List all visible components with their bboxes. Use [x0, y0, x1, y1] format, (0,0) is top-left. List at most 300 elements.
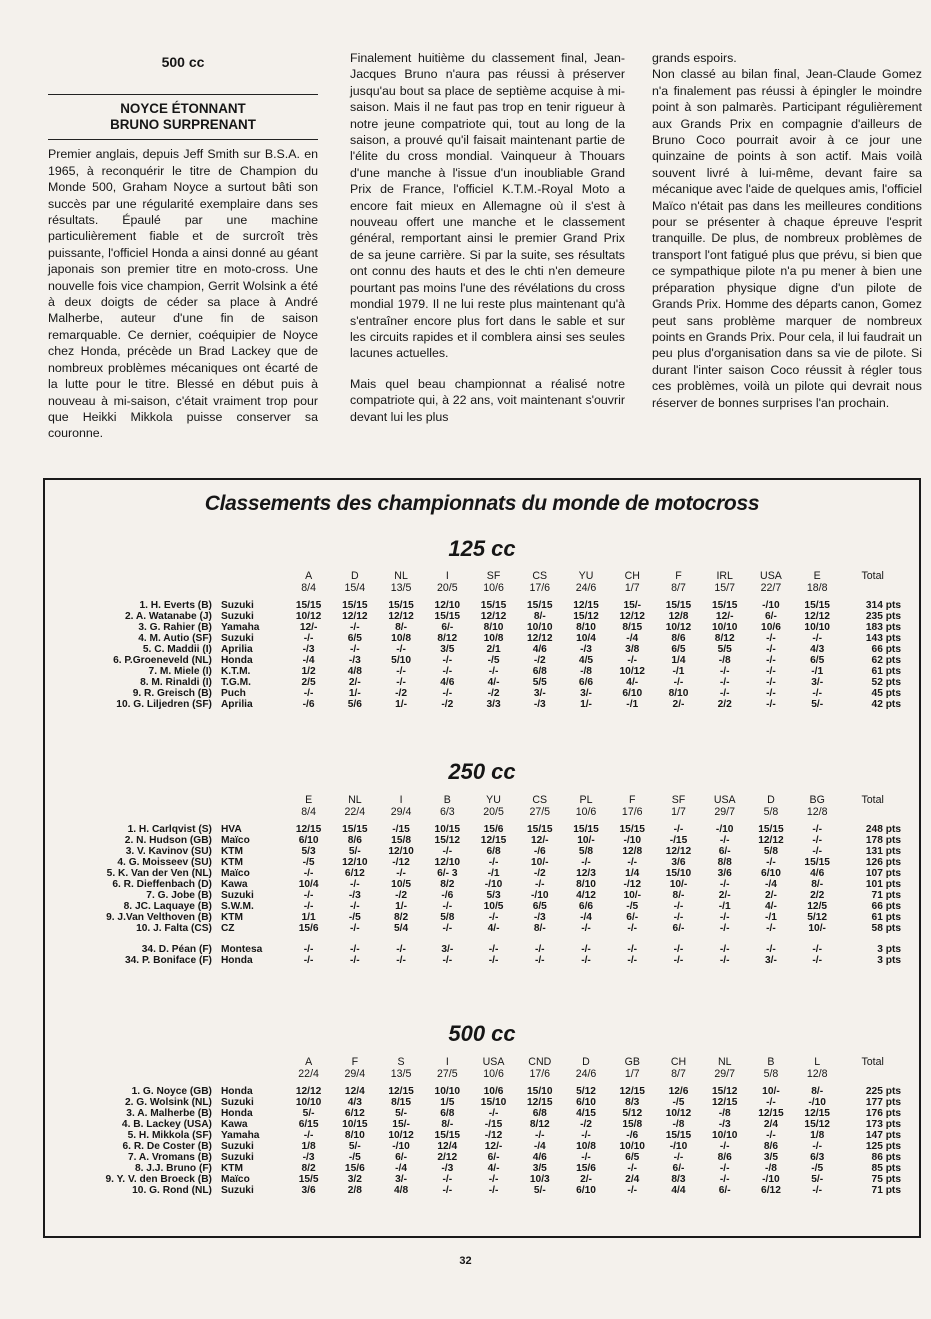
race-result: 10/12 [295, 611, 322, 622]
rider-make: Honda [220, 655, 253, 666]
race-result: 2/2 [810, 890, 825, 901]
race-result: -/8 [718, 1108, 731, 1119]
country-header: NL [348, 794, 362, 806]
date-header: 15/7 [714, 582, 736, 594]
race-result: 12/15 [804, 1108, 830, 1119]
country-header: YU [486, 794, 501, 806]
race-result: -/- [673, 677, 684, 688]
race-result: -/- [812, 955, 822, 966]
rider-name: 34. P. Boniface (F) [124, 955, 212, 966]
race-result: 6/10 [576, 1097, 596, 1108]
race-result: 12/12 [527, 633, 553, 644]
race-result: 5/12 [576, 1086, 596, 1097]
rider-name: 1. H. Carlqvist (S) [127, 824, 212, 835]
total-points: 86 pts [871, 1152, 901, 1163]
race-result: 8/- [672, 890, 685, 901]
header-blank [840, 806, 905, 824]
race-result: 6/- [672, 923, 685, 934]
race-result: -/- [766, 666, 776, 677]
date-header: 24/6 [575, 1068, 597, 1080]
race-result: -/- [766, 677, 776, 688]
country-header: E [305, 794, 313, 806]
race-result: 8/6 [763, 1141, 779, 1152]
race-result: 3/3 [486, 699, 501, 710]
race-result: -/1 [811, 666, 824, 677]
race-result: 10/- [762, 1086, 780, 1097]
race-result: -/12 [392, 857, 410, 868]
race-result: 6/8 [440, 1108, 455, 1119]
section-label: 500 cc [161, 54, 205, 70]
race-result: 8/10 [344, 1130, 365, 1141]
race-result: -/3 [580, 644, 592, 655]
race-result: 5/5 [532, 677, 547, 688]
race-result: -/- [442, 955, 453, 966]
race-result: 12/10 [434, 857, 461, 868]
total-points: 131 pts [865, 846, 901, 857]
race-result: 5/12 [622, 1108, 643, 1119]
race-result: -/3 [533, 699, 546, 710]
date-header: 13/5 [390, 1068, 412, 1080]
race-result: -/- [488, 1174, 499, 1185]
date-header: 22/4 [344, 806, 366, 818]
header-blank [65, 794, 221, 806]
rider-make: Suzuki [220, 633, 254, 644]
race-result: 8/15 [622, 622, 643, 633]
table-row [65, 1086, 905, 1097]
race-result: 10/3 [529, 1174, 550, 1185]
date-header: 22/4 [298, 1068, 319, 1080]
race-result: 1/8 [301, 1141, 316, 1152]
race-result: 3/5 [440, 644, 455, 655]
race-result: 12/15 [619, 1086, 645, 1097]
total-points: 62 pts [871, 655, 901, 666]
race-result: 5/- [533, 1185, 546, 1196]
rider-name: 8. J.J. Bruno (F) [134, 1163, 212, 1174]
table-row [65, 644, 905, 655]
country-header: USA [760, 570, 782, 582]
date-header: 5/8 [763, 806, 779, 818]
race-result: -/6 [302, 699, 315, 710]
race-result: 3/6 [301, 1185, 316, 1196]
rider-make: T.G.M. [220, 677, 251, 688]
race-result: -/- [350, 879, 360, 890]
race-result: -/4 [765, 879, 777, 890]
race-result: 2/8 [347, 1185, 362, 1196]
header-row-dates [65, 582, 905, 600]
total-points: 225 pts [865, 1086, 901, 1097]
race-result: -/- [350, 955, 360, 966]
race-result: -/- [673, 944, 684, 955]
race-result: 12/8 [668, 611, 689, 622]
race-result: -/- [396, 666, 406, 677]
race-result: 12/15 [711, 1097, 738, 1108]
race-result: -/- [812, 835, 822, 846]
race-result: -/- [303, 688, 314, 699]
race-result: 8/- [811, 1086, 824, 1097]
table-row [65, 944, 905, 955]
race-result: -/8 [718, 655, 731, 666]
race-result: 1/- [395, 901, 408, 912]
standings-table-250 [65, 794, 905, 966]
race-result: -/- [766, 699, 776, 710]
race-result: 6/5 [810, 655, 825, 666]
article-paragraph: Non classé au bilan final, Jean-Claude Gomez n'a finalement pas réussi à épingler le moindre point à son palmarès. Participant régulièrement aux Grands Prix en compagnie d'ailleurs de Bruno Coco pourrait avoir à ce jour une quinzaine de points à son actif. Mais voilà souvent livré à lui-même, devant faire sa mécanique avec l'aide de quelques amis, l'officiel Maïco n'était pas dans les meilleures conditions pour se présenter à chaque épreuve l'esprit tranquille. De plus, de nombreux problèmes de transport l'ont fatigué plus que prévu, si bien que ce sympathique pilote n'a pu mener à bien une préparation physique digne d'un pilote de Grands Prix. Homme des départs canon, Gomez peut sans problème marquer de nombreux points en Grands Prix. Pour cela, il lui faudrait un peu plus d'organisation dans sa vie de pilote. Si durant l'inter saison Coco réussit à régler tous ces problèmes, voilà un pilote qui devrait nous réserver de bonnes surprises l'an prochain. [652, 67, 922, 410]
race-result: -/- [673, 901, 684, 912]
table-row [65, 846, 905, 857]
race-result: -/- [442, 923, 453, 934]
race-result: 2/- [765, 890, 777, 901]
rider-name: 9. J.Van Velthoven (B) [106, 912, 212, 923]
total-points: 75 pts [871, 1174, 901, 1185]
race-result: -/- [719, 1163, 730, 1174]
race-result: -/15 [392, 824, 410, 835]
race-result: 15/- [623, 600, 642, 611]
headline-line-2: BRUNO SURPRENANT [110, 117, 256, 133]
race-result: -/5 [302, 857, 315, 868]
race-result: -/4 [302, 655, 315, 666]
total-points: 183 pts [865, 622, 901, 633]
race-result: 12/15 [295, 824, 322, 835]
rider-make: KTM [220, 1163, 244, 1174]
race-result: 6/- [395, 1152, 408, 1163]
rider-make: Maïco [220, 1174, 250, 1185]
race-result: 12/12 [295, 1086, 322, 1097]
table-row [65, 1097, 905, 1108]
rider-name: 3. A. Malherbe (B) [126, 1108, 212, 1119]
rider-name: 5. C. Maddii (I) [142, 644, 212, 655]
race-result: -/- [627, 857, 638, 868]
race-result: 6/12 [344, 1108, 365, 1119]
rider-name: 8. JC. Laquaye (B) [123, 901, 212, 912]
race-result: -/10 [669, 1141, 688, 1152]
country-header: A [305, 570, 313, 582]
race-result: -/10 [762, 600, 780, 611]
rider-make: KTM [220, 846, 244, 857]
race-result: -/- [303, 633, 314, 644]
race-result: 8/3 [625, 1097, 640, 1108]
country-header: IRL [716, 570, 733, 582]
race-result: -/- [581, 955, 591, 966]
race-result: -/- [812, 944, 822, 955]
race-result: 2/- [718, 890, 731, 901]
race-result: -/5 [348, 912, 361, 923]
header-blank [221, 570, 286, 582]
rider-name: 2. N. Hudson (GB) [124, 835, 212, 846]
date-header: 17/6 [529, 582, 551, 594]
race-result: -/- [488, 944, 499, 955]
table-row [65, 677, 905, 688]
race-result: 3/- [811, 677, 824, 688]
race-result: -/- [396, 677, 406, 688]
header-blank [840, 582, 905, 600]
race-result: 15/6 [483, 824, 504, 835]
race-result: 2/2 [717, 699, 732, 710]
race-result: 5/- [811, 699, 824, 710]
total-points: 52 pts [871, 677, 901, 688]
race-result: -/4 [395, 1163, 408, 1174]
race-result: -/3 [718, 1119, 731, 1130]
race-result: -/- [396, 868, 406, 879]
race-result: 15/15 [619, 824, 645, 835]
race-result: 3/- [441, 944, 454, 955]
date-header: 24/6 [575, 582, 597, 594]
date-header: 18/8 [806, 582, 828, 594]
race-result: 15/15 [295, 600, 322, 611]
date-header: 8/7 [671, 582, 686, 594]
race-result: 15/5 [298, 1174, 319, 1185]
race-result: 15/15 [527, 824, 553, 835]
race-result: -/2 [395, 688, 408, 699]
date-header: 12/8 [806, 806, 828, 818]
race-result: -/- [488, 955, 499, 966]
header-row-countries [65, 1056, 905, 1068]
race-result: 10/12 [619, 666, 645, 677]
total-points: 101 pts [865, 879, 901, 890]
race-result: 5/12 [807, 912, 828, 923]
race-result: 6/15 [298, 1119, 319, 1130]
rider-name: 6. P.Groeneveld (NL) [113, 655, 212, 666]
total-points: 176 pts [865, 1108, 901, 1119]
country-header: S [397, 1056, 405, 1068]
race-result: -/- [488, 1185, 499, 1196]
rider-make: Maïco [220, 835, 250, 846]
race-result: -/- [719, 666, 730, 677]
race-result: 12/15 [527, 1097, 553, 1108]
total-points: 125 pts [865, 1141, 901, 1152]
rider-name: 10. J. Falta (CS) [136, 923, 212, 934]
race-result: 1/4 [625, 868, 640, 879]
race-result: -/- [303, 868, 314, 879]
race-result: 1/4 [671, 655, 686, 666]
rider-make: Suzuki [220, 1097, 254, 1108]
race-result: 6/12 [761, 1185, 781, 1196]
race-result: 15/15 [804, 857, 830, 868]
race-result: 3/- [395, 1174, 408, 1185]
race-result: 10/5 [391, 879, 411, 890]
total-points: 61 pts [871, 912, 901, 923]
total-points: 71 pts [871, 1185, 901, 1196]
country-header: B [443, 794, 451, 806]
race-result: 8/15 [391, 1097, 411, 1108]
country-header: F [629, 794, 636, 806]
header-row-dates [65, 1068, 905, 1086]
table-row [65, 923, 905, 934]
standings-table-500 [65, 1056, 905, 1196]
race-result: 8/3 [671, 1174, 686, 1185]
race-result: 6/- [626, 912, 639, 923]
race-result: 8/12 [529, 1119, 550, 1130]
table-row [65, 633, 905, 644]
race-result: 4/6 [810, 868, 825, 879]
race-result: -/3 [348, 890, 361, 901]
race-result: 2/- [580, 1174, 592, 1185]
race-result: 8/10 [576, 622, 596, 633]
header-blank [221, 1056, 286, 1068]
race-result: 12/10 [388, 846, 414, 857]
race-result: -/15 [669, 835, 688, 846]
article-headline [48, 101, 318, 133]
race-result: -/- [812, 1141, 822, 1152]
race-result: -/8 [580, 666, 592, 677]
race-result: -/- [812, 633, 822, 644]
race-result: 15/15 [480, 600, 507, 611]
date-header: 5/8 [763, 1068, 779, 1080]
race-result: 15/12 [804, 1119, 830, 1130]
race-result: 1/- [395, 699, 408, 710]
total-points: 58 pts [871, 923, 901, 934]
rider-name: 8. M. Rinaldi (I) [140, 677, 212, 688]
race-result: 6/5 [671, 644, 686, 655]
race-result: 8/2 [393, 912, 409, 923]
class-title-500: 500 cc [448, 1021, 516, 1046]
race-result: 10/8 [576, 1141, 596, 1152]
article-paragraph: Premier anglais, depuis Jeff Smith sur B.S.A. en 1965, à reconquérir le titre de Champion du Monde 500, Graham Noyce a surtout bâti son succès par une régularité exemplaire dans ses résultats. Épaulé par une machine particulièrement fiable et de surcroît très puissante, l'officiel Honda a ainsi donné au géant japonais son premier titre en moto-cross. Une nouvelle fois vice champion, Gerrit Wolsink a été à deux doigts de céder sa place à André Malherbe, auteur d'une fin de saison remarquable. Ce dernier, coéquipier de Noyce chez Honda, précède un Brad Lackey que de nombreux problèmes mécaniques ont écarté de la lutte pour le titre. Blessé en début puis à nouveau à mi-saison, c'était vraiment trop pour que Heikki Mikkola puisse conserver sa couronne. [48, 147, 318, 441]
total-points: 71 pts [871, 890, 901, 901]
headline-rule [48, 139, 318, 140]
race-result: 12/12 [758, 835, 784, 846]
race-result: -/- [581, 1130, 591, 1141]
race-result: 6/5 [347, 633, 362, 644]
race-result: 3/6 [717, 868, 732, 879]
headline-line-1: NOYCE ÉTONNANT [120, 101, 246, 117]
race-result: -/10 [392, 1141, 410, 1152]
race-result: 8/10 [576, 879, 596, 890]
race-result: 8/- [441, 1119, 454, 1130]
race-result: -/- [442, 655, 453, 666]
race-result: 8/12 [437, 633, 458, 644]
race-result: 5/- [348, 846, 361, 857]
date-header: 29/4 [344, 1068, 366, 1080]
race-result: 4/3 [347, 1097, 362, 1108]
race-result: -/8 [765, 1163, 777, 1174]
race-result: 6/- [441, 622, 454, 633]
rider-make: Yamaha [220, 1130, 260, 1141]
race-result: 4/6 [532, 644, 547, 655]
race-result: -/10 [623, 835, 642, 846]
race-result: 6/8 [532, 1108, 547, 1119]
race-result: -/- [812, 688, 822, 699]
rider-name: 7. A. Vromans (B) [127, 1152, 212, 1163]
rider-make: Suzuki [220, 1141, 254, 1152]
rider-name: 7. G. Jobe (B) [146, 890, 212, 901]
race-result: -/- [719, 955, 730, 966]
total-points: 42 pts [871, 699, 901, 710]
race-result: 15/15 [573, 824, 599, 835]
race-result: 10/10 [527, 622, 553, 633]
race-result: -/- [766, 1097, 776, 1108]
race-result: -/- [719, 912, 730, 923]
race-result: 6/10 [298, 835, 319, 846]
race-result: -/6 [626, 1130, 639, 1141]
race-result: -/10 [762, 1174, 780, 1185]
country-header: F [675, 570, 682, 582]
race-result: 2/12 [437, 1152, 458, 1163]
race-result: 8/- [811, 879, 824, 890]
rider-name: 4. G. Moisseev (SU) [117, 857, 212, 868]
race-result: 6/10 [622, 688, 643, 699]
total-points: 177 pts [865, 1097, 901, 1108]
race-result: 4/4 [671, 1185, 686, 1196]
race-result: 4/8 [347, 666, 362, 677]
date-header: 1/7 [624, 582, 640, 594]
race-result: 8/10 [668, 688, 689, 699]
country-header: A [305, 1056, 313, 1068]
race-result: 2/1 [486, 644, 501, 655]
race-result: 12/- [299, 622, 318, 633]
race-result: 2/4 [625, 1174, 640, 1185]
page-number: 32 [459, 1255, 472, 1267]
race-result: 6/10 [761, 868, 781, 879]
table-row [65, 611, 905, 622]
race-result: 5/- [811, 1174, 824, 1185]
date-header: 10/6 [575, 806, 597, 818]
race-result: 8/- [533, 923, 546, 934]
race-result: -/- [673, 912, 684, 923]
race-result: -/10 [715, 824, 734, 835]
race-result: 15/8 [391, 835, 411, 846]
race-result: -/- [303, 1130, 314, 1141]
race-result: -/2 [441, 699, 454, 710]
rider-make: Honda [220, 955, 253, 966]
country-header: YU [578, 570, 594, 582]
race-result: 6/3 [810, 1152, 825, 1163]
race-result: 12/12 [619, 611, 645, 622]
race-result: 12/4 [437, 1141, 458, 1152]
rider-make: Aprilia [220, 699, 253, 710]
rider-name: 1. G. Noyce (GB) [131, 1086, 212, 1097]
race-result: 10/10 [295, 1097, 322, 1108]
race-result: -/- [534, 879, 545, 890]
race-result: 12/5 [807, 901, 828, 912]
race-result: -/1 [487, 868, 500, 879]
total-points: 107 pts [865, 868, 901, 879]
race-result: -/- [627, 1163, 638, 1174]
race-result: -/- [488, 857, 499, 868]
total-header: Total [861, 570, 884, 582]
total-header: Total [861, 1056, 884, 1068]
race-result: -/10 [808, 1097, 826, 1108]
race-result: 4/- [626, 677, 639, 688]
race-result: -/2 [395, 890, 408, 901]
rider-make: Honda [220, 1108, 253, 1119]
total-points: 248 pts [865, 824, 901, 835]
country-header: CND [528, 1056, 552, 1068]
race-result: 12/12 [665, 846, 692, 857]
total-points: 45 pts [871, 688, 901, 699]
race-result: 8/- [533, 611, 546, 622]
race-result: -/- [719, 688, 730, 699]
race-result: -/- [627, 944, 638, 955]
rider-name: 4. B. Lackey (USA) [121, 1119, 212, 1130]
total-points: 178 pts [865, 835, 901, 846]
country-header: I [445, 1056, 449, 1068]
race-result: 15/15 [665, 1130, 692, 1141]
race-result: 4/- [487, 923, 500, 934]
race-result: 15/6 [576, 1163, 596, 1174]
race-result: -/- [719, 1174, 730, 1185]
race-result: 12/- [484, 1141, 503, 1152]
date-header: 20/5 [483, 806, 504, 818]
rider-name: 2. A. Watanabe (J) [124, 611, 212, 622]
article-paragraph: Mais quel beau championnat a réalisé notre compatriote qui, à 22 ans, voit maintenant s'ouvrir devant lui les plus [350, 376, 625, 424]
race-result: 4/5 [578, 655, 594, 666]
total-points: 235 pts [865, 611, 901, 622]
race-result: 1/1 [301, 912, 316, 923]
race-result: 3/2 [347, 1174, 362, 1185]
date-header: 8/4 [301, 582, 316, 594]
date-header: 13/5 [390, 582, 412, 594]
total-points: 314 pts [865, 600, 901, 611]
